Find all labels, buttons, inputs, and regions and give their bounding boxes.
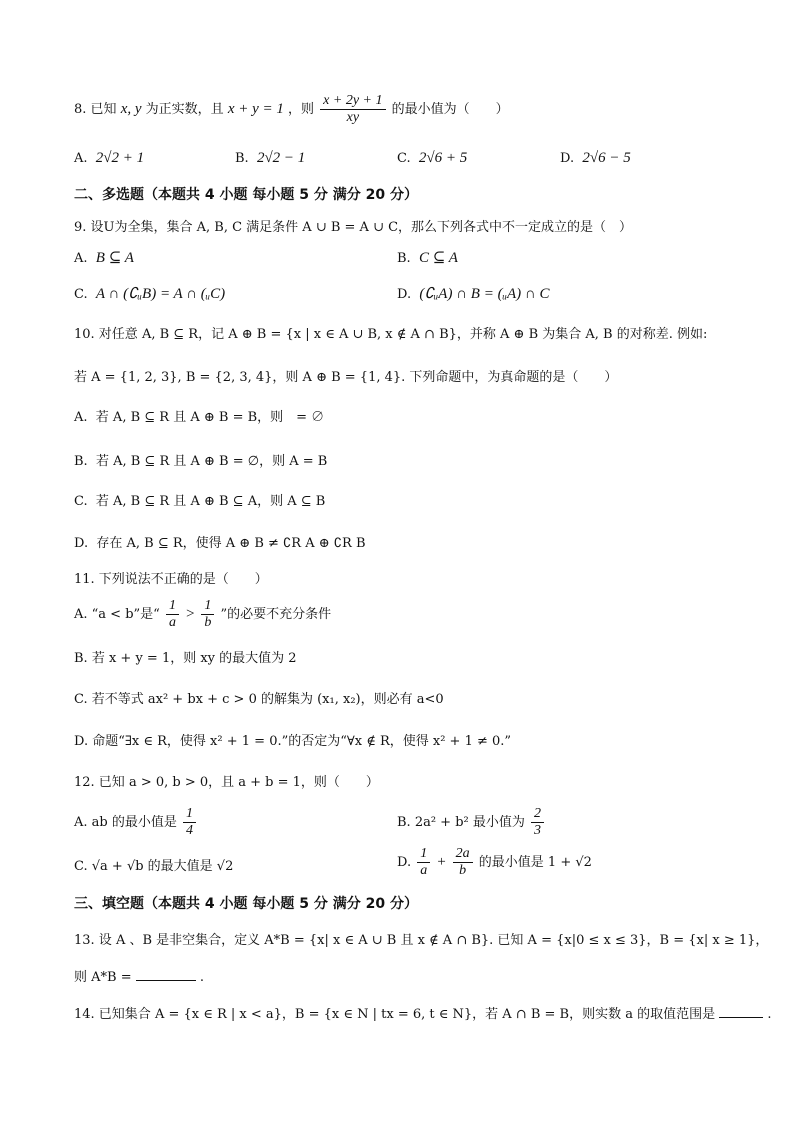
question-11: 11. 下列说法不正确的是（ ） — [74, 572, 268, 587]
q8-frac-num: x + 2y + 1 — [320, 93, 385, 110]
question-9: 9. 设U为全集，集合 A, B, C 满足条件 A ∪ B = A ∪ C，那么下列各式中不一定成立的是（ ） — [74, 220, 633, 235]
question-13-line-1: 13. 设 A 、B 是非空集合，定义 A*B = {x| x ∈ A ∪ B 且 x ∉ A ∩ B}. 已知 A = {x|0 ≤ x ≤ 3}，B = {x| x ≥ 1}， — [74, 933, 769, 948]
q12-option-d[interactable]: D. $\frac{1}{a}$ + $\frac{2a}{b}$ 的最小值是 1 + √2 — [397, 846, 592, 879]
q10-option-b[interactable]: B. 若 A, B ⊆ R 且 A ⊕ B = ∅，则 A = B — [74, 454, 328, 469]
q9-option-d[interactable]: D. (∁ᵤA) ∩ B = (ᵤA) ∩ C — [397, 286, 550, 302]
question-13-line-2: 则 A*B = . — [74, 970, 205, 985]
q11-option-a[interactable]: A. “a < b”是“ $\frac{1}{a}$ > $\frac{1}{b}$ ”的必要不充分条件 — [74, 598, 332, 631]
q9-option-a[interactable]: A. B ⊆ A — [74, 250, 134, 266]
q8-mid: 为正实数，且 — [145, 102, 224, 118]
q10-option-a[interactable]: A. 若 A, B ⊆ R 且 A ⊕ B = B，则 = ∅ — [74, 410, 325, 425]
q12-option-b[interactable]: B. 2a² + b² 最小值为 $\frac{2}{3}$ — [397, 806, 546, 839]
q10-option-d[interactable]: D. 存在 A, B ⊆ R，使得 A ⊕ B ≠ ∁R A ⊕ ∁R B — [74, 536, 366, 551]
question-10-line-2: 若 A = {1, 2, 3}, B = {2, 3, 4}，则 A ⊕ B = {1, 4}. 下列命题中，为真命题的是（ ） — [74, 370, 618, 385]
q8-then: ，则 — [288, 102, 315, 118]
q8-option-d[interactable]: D. 2√6 − 5 — [560, 150, 631, 166]
section-3-heading: 三、填空题（本题共 4 小题 每小题 5 分 满分 20 分） — [74, 896, 418, 912]
q12-option-c[interactable]: C. √a + √b 的最大值是 √2 — [74, 859, 234, 874]
q12-d-frac-1: $\frac{1}{a}$ — [417, 846, 430, 879]
question-10-line-1: 10. 对任意 A, B ⊆ R，记 A ⊕ B = {x | x ∈ A ∪ B, x ∉ A ∩ B}，并称 A ⊕ B 为集合 A, B 的对称差. 例如: — [74, 327, 708, 342]
q11-frac-1: $\frac{1}{a}$ — [166, 598, 179, 631]
q11-option-d[interactable]: D. 命题“∃x ∈ R，使得 x² + 1 = 0.”的否定为“∀x ∉ R，使得 x² + 1 ≠ 0.” — [74, 734, 512, 749]
q13-answer-blank[interactable] — [136, 968, 196, 981]
q12-a-frac: $\frac{1}{4}$ — [183, 806, 196, 839]
q10-option-c[interactable]: C. 若 A, B ⊆ R 且 A ⊕ B ⊆ A，则 A ⊆ B — [74, 494, 326, 509]
q8-frac-den: xy — [346, 110, 360, 126]
q8-condition: x + y = 1 — [227, 101, 284, 118]
q8-tail: 的最小值为（ ） — [391, 102, 509, 118]
question-8 — [74, 93, 509, 126]
q11-option-b[interactable]: B. 若 x + y = 1，则 xy 的最大值为 2 — [74, 651, 297, 666]
question-14: 14. 已知集合 A = {x ∈ R | x < a}，B = {x ∈ N | tx = 6, t ∈ N}，若 A ∩ B = B，则实数 a 的取值范围是 . — [74, 1007, 772, 1022]
q12-option-a[interactable]: A. ab 的最小值是 $\frac{1}{4}$ — [74, 806, 198, 839]
q12-d-frac-2: $\frac{2a}{b}$ — [453, 846, 473, 879]
q8-vars: x, y — [120, 101, 142, 118]
q8-option-c[interactable]: C. 2√6 + 5 — [397, 150, 468, 166]
q9-option-b[interactable]: B. C ⊆ A — [397, 250, 458, 266]
q11-option-c[interactable]: C. 若不等式 ax² + bx + c > 0 的解集为 (x₁, x₂)，则必有 a<0 — [74, 692, 444, 707]
q12-b-frac: $\frac{2}{3}$ — [531, 806, 544, 839]
q8-option-b[interactable]: B. 2√2 − 1 — [235, 150, 306, 166]
q8-option-a[interactable]: A. 2√2 + 1 — [74, 150, 145, 166]
q9-option-c[interactable]: C. A ∩ (∁ᵤB) = A ∩ (ᵤC) — [74, 286, 226, 302]
question-12: 12. 已知 a > 0, b > 0，且 a + b = 1，则（ ） — [74, 775, 379, 790]
q11-frac-2: $\frac{1}{b}$ — [201, 598, 214, 631]
q14-answer-blank[interactable] — [719, 1005, 763, 1018]
q8-lead: 8. 已知 — [74, 102, 117, 118]
section-2-heading: 二、多选题（本题共 4 小题 每小题 5 分 满分 20 分） — [74, 187, 418, 203]
q8-fraction — [320, 93, 385, 126]
